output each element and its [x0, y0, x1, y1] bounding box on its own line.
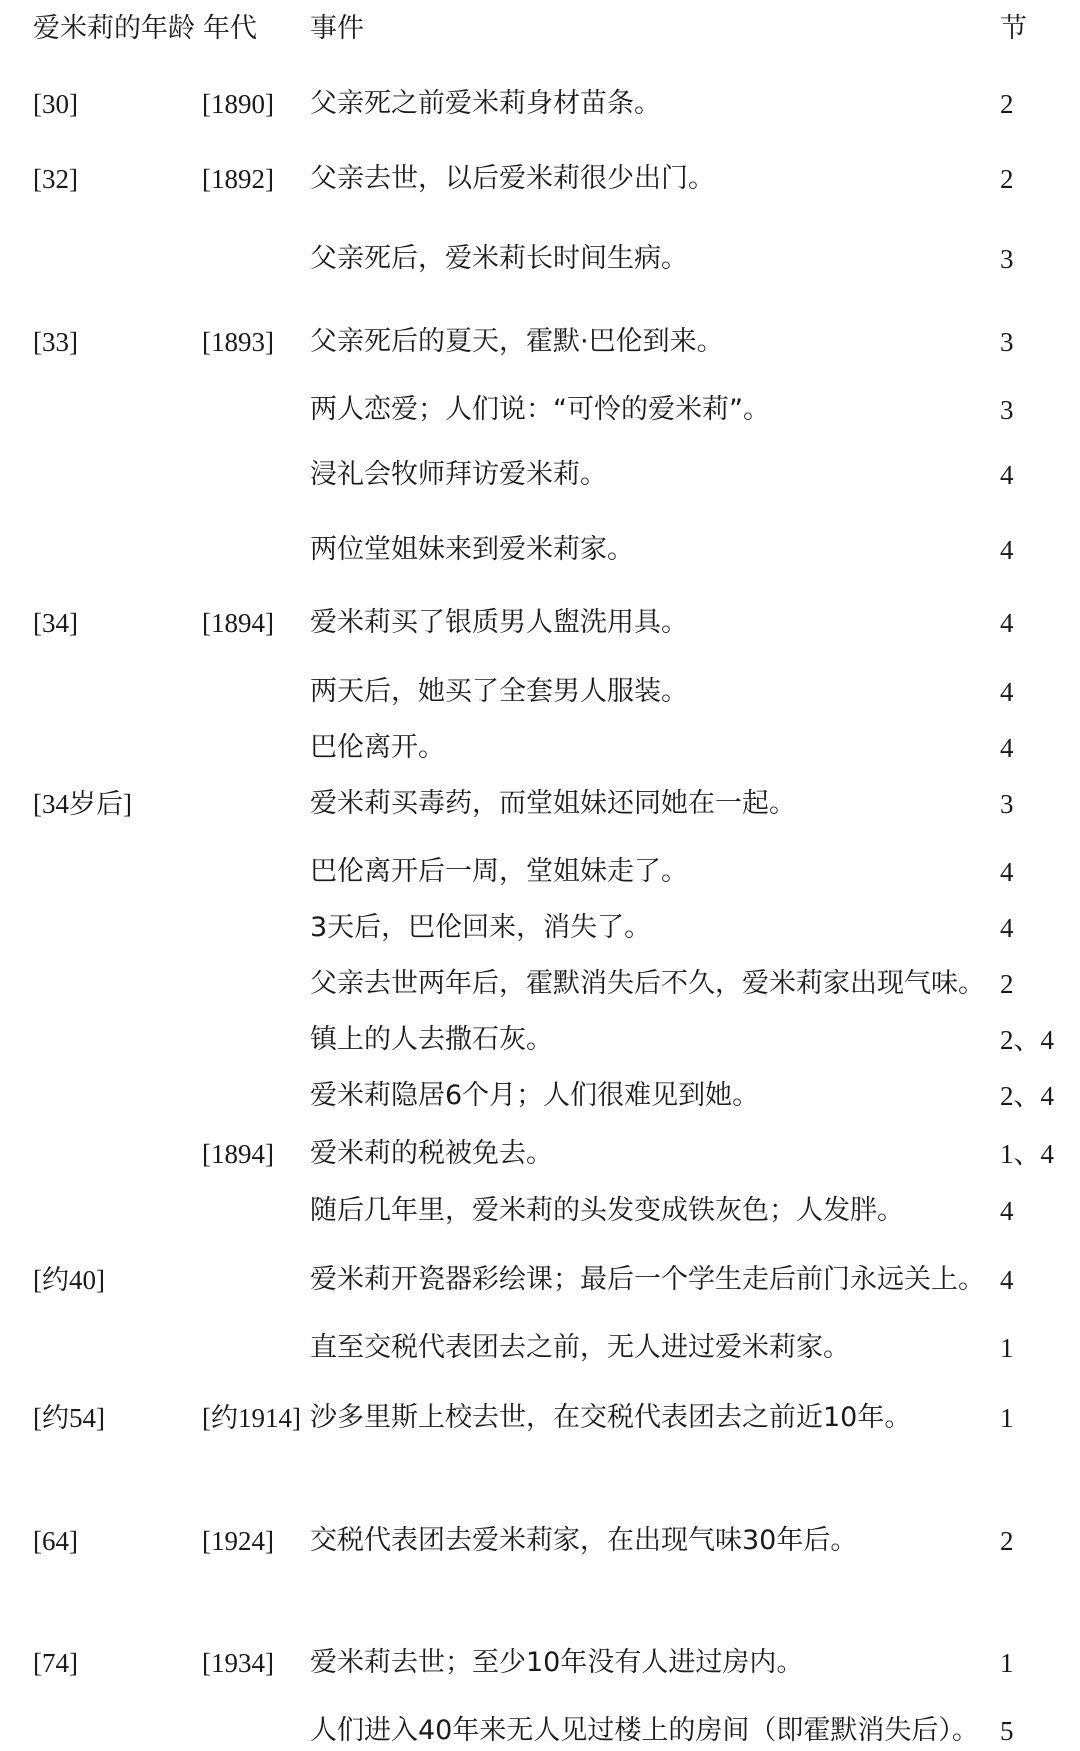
row-year: [1934] [202, 1648, 274, 1678]
row-event: 巴伦离开。 [310, 732, 445, 763]
row-event: 两天后，她买了全套男人服装。 [310, 676, 688, 707]
row-event: 交税代表团去爱米莉家，在出现气味30年后。 [310, 1525, 858, 1556]
row-event: 直至交税代表团去之前，无人进过爱米莉家。 [310, 1332, 850, 1363]
row-event: 3天后，巴伦回来，消失了。 [310, 912, 652, 943]
row-section: 4 [1000, 733, 1014, 763]
row-event: 爱米莉的税被免去。 [310, 1138, 553, 1169]
header-event: 事件 [310, 13, 364, 44]
header-year: 年代 [203, 13, 257, 44]
row-year: [1894] [202, 608, 274, 638]
row-event: 爱米莉买毒药，而堂姐妹还同她在一起。 [310, 788, 796, 819]
row-year: [约1914] [202, 1403, 301, 1433]
table-row [0, 1134, 1080, 1174]
table-row [0, 1020, 1080, 1060]
header-section: 节 [1000, 13, 1027, 44]
row-age: [34岁后] [33, 789, 132, 819]
row-event: 人们进入40年来无人见过楼上的房间（即霍默消失后）。 [310, 1715, 979, 1746]
row-age: [64] [33, 1526, 78, 1556]
row-event: 爱米莉买了银质男人盥洗用具。 [310, 607, 688, 638]
row-section: 1 [1000, 1333, 1014, 1363]
row-event: 父亲死后，爱米莉长时间生病。 [310, 243, 688, 274]
row-section: 4 [1000, 1196, 1014, 1226]
row-event: 沙多里斯上校去世，在交税代表团去之前近10年。 [310, 1402, 912, 1433]
row-section: 3 [1000, 327, 1014, 357]
table-row [0, 1398, 1080, 1438]
table-row [0, 1643, 1080, 1683]
row-event: 父亲死后的夏天，霍默·巴伦到来。 [310, 326, 724, 357]
table-row [0, 239, 1080, 279]
row-section: 2、4 [1000, 1081, 1054, 1111]
table-row [0, 390, 1080, 430]
row-year: [1894] [202, 1139, 274, 1169]
table-row [0, 964, 1080, 1004]
table-row [0, 784, 1080, 824]
table-row [0, 852, 1080, 892]
row-section: 1 [1000, 1403, 1014, 1433]
row-section: 4 [1000, 608, 1014, 638]
row-section: 4 [1000, 677, 1014, 707]
row-event: 随后几年里，爱米莉的头发变成铁灰色；人发胖。 [310, 1195, 904, 1226]
row-event: 爱米莉去世；至少10年没有人进过房内。 [310, 1647, 804, 1678]
row-section: 4 [1000, 535, 1014, 565]
row-age: [约54] [33, 1403, 105, 1433]
row-age: [32] [33, 164, 78, 194]
table-row [0, 728, 1080, 768]
row-event: 父亲死之前爱米莉身材苗条。 [310, 88, 661, 119]
row-event: 父亲去世，以后爱米莉很少出门。 [310, 163, 715, 194]
row-event: 两位堂姐妹来到爱米莉家。 [310, 534, 634, 565]
row-age: [33] [33, 327, 78, 357]
row-section: 1、4 [1000, 1139, 1054, 1169]
table-row [0, 1076, 1080, 1116]
row-age: [34] [33, 608, 78, 638]
row-year: [1892] [202, 164, 274, 194]
row-section: 3 [1000, 789, 1014, 819]
row-section: 2 [1000, 1526, 1014, 1556]
header-age: 爱米莉的年龄 [33, 13, 195, 44]
row-event: 爱米莉开瓷器彩绘课；最后一个学生走后前门永远关上。 [310, 1264, 985, 1295]
row-section: 1 [1000, 1648, 1014, 1678]
table-row [0, 322, 1080, 362]
row-section: 4 [1000, 857, 1014, 887]
row-event: 父亲去世两年后，霍默消失后不久，爱米莉家出现气味。 [310, 968, 985, 999]
row-event: 镇上的人去撒石灰。 [310, 1024, 553, 1055]
row-section: 2 [1000, 89, 1014, 119]
row-event: 浸礼会牧师拜访爱米莉。 [310, 459, 607, 490]
row-age: [30] [33, 89, 78, 119]
row-section: 4 [1000, 1265, 1014, 1295]
table-row [0, 530, 1080, 570]
table-row [0, 1260, 1080, 1300]
table-row [0, 1328, 1080, 1368]
row-section: 5 [1000, 1716, 1014, 1746]
table-row [0, 672, 1080, 712]
table-row [0, 1191, 1080, 1231]
row-year: [1890] [202, 89, 274, 119]
table-row [0, 84, 1080, 124]
row-section: 3 [1000, 244, 1014, 274]
row-section: 2 [1000, 164, 1014, 194]
row-year: [1893] [202, 327, 274, 357]
row-event: 爱米莉隐居6个月；人们很难见到她。 [310, 1080, 760, 1111]
row-event: 巴伦离开后一周，堂姐妹走了。 [310, 856, 688, 887]
row-event: 两人恋爱；人们说：“可怜的爱米莉”。 [310, 394, 770, 425]
row-section: 3 [1000, 395, 1014, 425]
row-age: [74] [33, 1648, 78, 1678]
table-row [0, 908, 1080, 948]
row-age: [约40] [33, 1265, 105, 1295]
table-header [0, 9, 1080, 49]
table-row [0, 1521, 1080, 1561]
table-row [0, 455, 1080, 495]
row-section: 4 [1000, 913, 1014, 943]
row-section: 4 [1000, 460, 1014, 490]
row-section: 2 [1000, 969, 1014, 999]
table-row [0, 159, 1080, 199]
row-section: 2、4 [1000, 1025, 1054, 1055]
row-year: [1924] [202, 1526, 274, 1556]
table-row [0, 1711, 1080, 1751]
table-row [0, 603, 1080, 643]
